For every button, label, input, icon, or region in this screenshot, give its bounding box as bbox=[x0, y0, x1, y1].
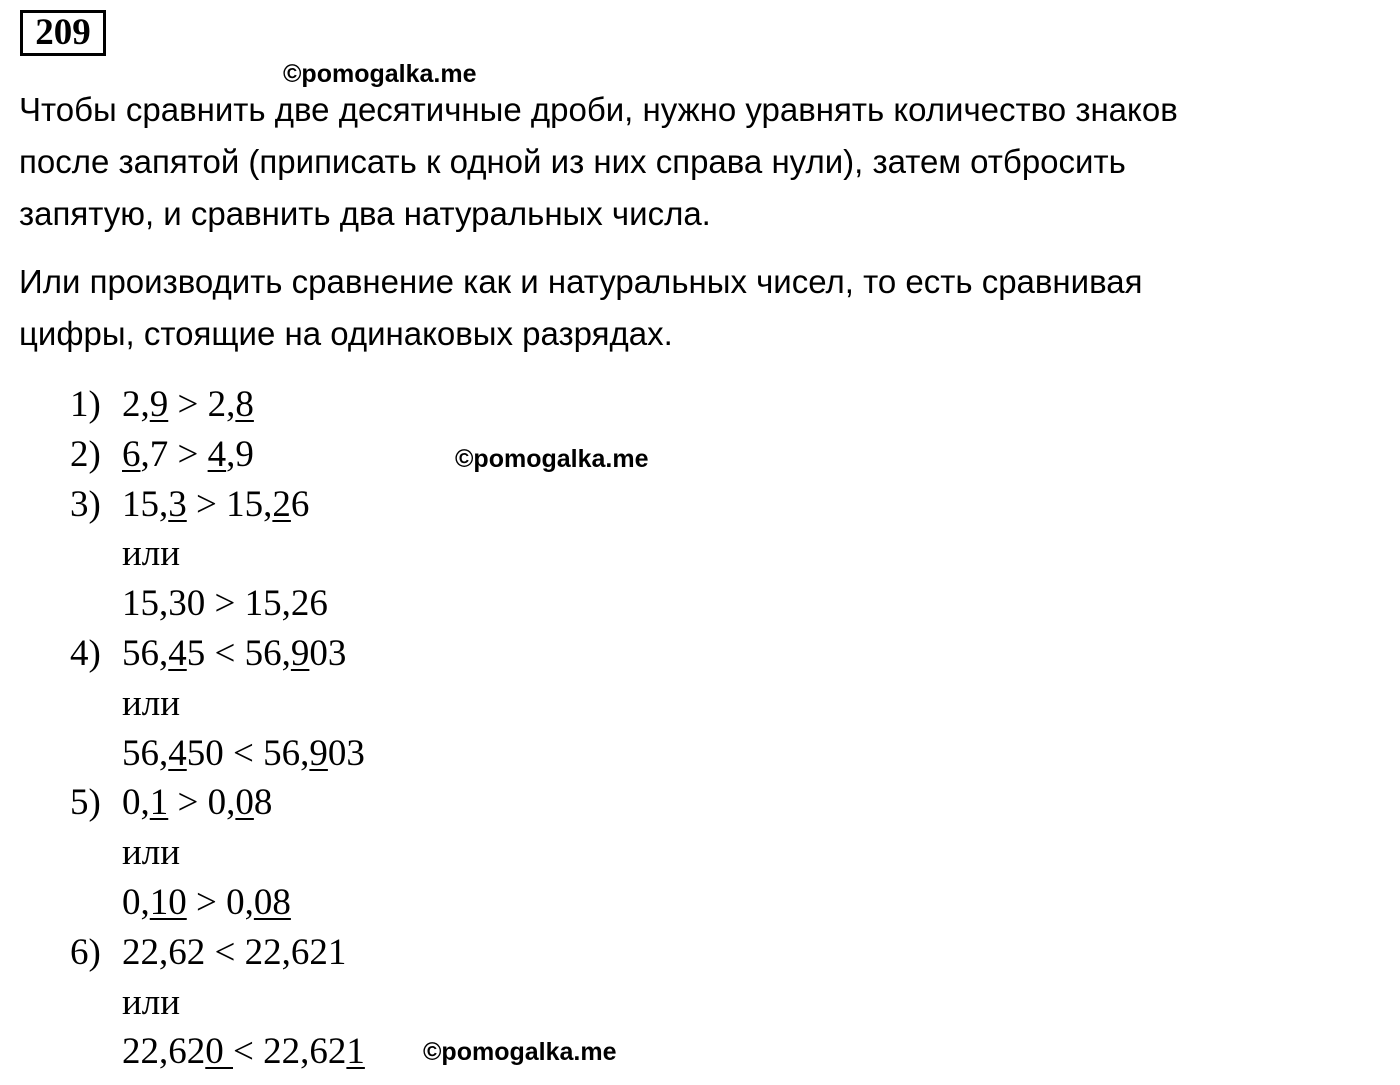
or-word: или bbox=[122, 533, 181, 575]
expression-text: 50 < 56, bbox=[186, 732, 310, 774]
underlined-digit: 4 bbox=[168, 732, 187, 774]
underlined-digit: 1 bbox=[149, 782, 169, 824]
alternative-expression bbox=[70, 1027, 365, 1077]
underlined-digit: 9 bbox=[290, 632, 310, 674]
expression-text: 03 bbox=[327, 732, 365, 774]
item-number: 3) bbox=[70, 483, 101, 525]
expression-text: 22,62 < 22,621 bbox=[122, 931, 347, 973]
underlined-digit: 9 bbox=[149, 384, 169, 425]
paragraph-line: после запятой (приписать к одной из них справа нули), затем отбросить bbox=[19, 143, 1126, 180]
expression-text: 0, bbox=[122, 782, 150, 824]
item-number: 5) bbox=[70, 782, 101, 824]
expression-text: > 15, bbox=[186, 483, 273, 525]
underlined-digit: 0 bbox=[205, 1031, 233, 1073]
expression-text: 2, bbox=[122, 384, 150, 425]
expression-text: 03 bbox=[309, 632, 347, 674]
paragraph-line: запятую, и сравнить два натуральных числа. bbox=[19, 195, 711, 232]
expression-text: 15, bbox=[122, 483, 169, 525]
paragraph-line: Или производить сравнение как и натуральных чисел, то есть сравнивая bbox=[19, 263, 1143, 300]
underlined-digit: 3 bbox=[168, 483, 187, 525]
expression-text: > 2, bbox=[168, 384, 236, 425]
comparison-expression bbox=[122, 380, 254, 430]
problem-number: 209 bbox=[20, 10, 106, 56]
underlined-digit: 1 bbox=[346, 1031, 365, 1073]
expression-text: 56, bbox=[122, 632, 169, 674]
or-word: или bbox=[122, 981, 181, 1023]
or-word: или bbox=[122, 832, 181, 874]
expression-text: 5 < 56, bbox=[186, 632, 291, 674]
or-word: или bbox=[122, 682, 181, 724]
expression-text: ,9 bbox=[226, 433, 254, 475]
item-number: 1) bbox=[70, 384, 101, 425]
underlined-digit: 4 bbox=[168, 632, 187, 674]
list-item bbox=[70, 380, 365, 430]
comparison-expression bbox=[122, 430, 254, 480]
underlined-digit: 9 bbox=[309, 732, 328, 774]
expression-text: 15,30 > 15,26 bbox=[122, 583, 328, 625]
expression-text: ,7 > bbox=[140, 433, 208, 475]
underlined-digit: 8 bbox=[235, 384, 254, 425]
alternative-expression bbox=[70, 729, 365, 779]
expression-text: 22,62 bbox=[122, 1031, 206, 1073]
paragraph-line: цифры, стоящие на одинаковых разрядах. bbox=[19, 315, 673, 352]
expression-text: > 0, bbox=[186, 881, 254, 923]
alternative-expression bbox=[70, 579, 365, 629]
watermark: ©pomogalka.me bbox=[423, 1038, 617, 1066]
comparison-expression bbox=[122, 629, 346, 679]
list-item bbox=[70, 480, 365, 530]
comparison-expression bbox=[122, 928, 346, 978]
paragraph-line: Чтобы сравнить две десятичные дроби, нужно уравнять количество знаков bbox=[19, 91, 1178, 128]
watermark: ©pomogalka.me bbox=[455, 445, 649, 473]
watermark: ©pomogalka.me bbox=[283, 60, 477, 88]
comparison-expression bbox=[122, 778, 272, 828]
underlined-digit: 4 bbox=[207, 433, 227, 475]
list-item bbox=[70, 928, 365, 978]
underlined-digit: 08 bbox=[253, 881, 291, 923]
underlined-digit: 0 bbox=[235, 782, 254, 824]
comparison-expression bbox=[122, 480, 309, 530]
underlined-digit: 6 bbox=[122, 433, 141, 475]
paragraph-rule bbox=[19, 84, 1178, 240]
expression-text: 56, bbox=[122, 732, 169, 774]
item-number: 2) bbox=[70, 433, 101, 475]
solution-list bbox=[70, 380, 365, 1077]
underlined-digit: 10 bbox=[149, 881, 187, 923]
paragraph-alternative bbox=[19, 256, 1142, 360]
item-number: 4) bbox=[70, 632, 101, 674]
expression-text: < 22,62 bbox=[233, 1031, 347, 1073]
expression-text: 8 bbox=[253, 782, 273, 824]
list-item bbox=[70, 778, 365, 828]
underlined-digit: 2 bbox=[272, 483, 291, 525]
expression-text: > 0, bbox=[168, 782, 236, 824]
item-number: 6) bbox=[70, 931, 101, 973]
expression-text: 6 bbox=[290, 483, 310, 525]
list-item bbox=[70, 430, 365, 480]
expression-text: 0, bbox=[122, 881, 150, 923]
alternative-expression bbox=[70, 878, 365, 928]
list-item bbox=[70, 629, 365, 679]
